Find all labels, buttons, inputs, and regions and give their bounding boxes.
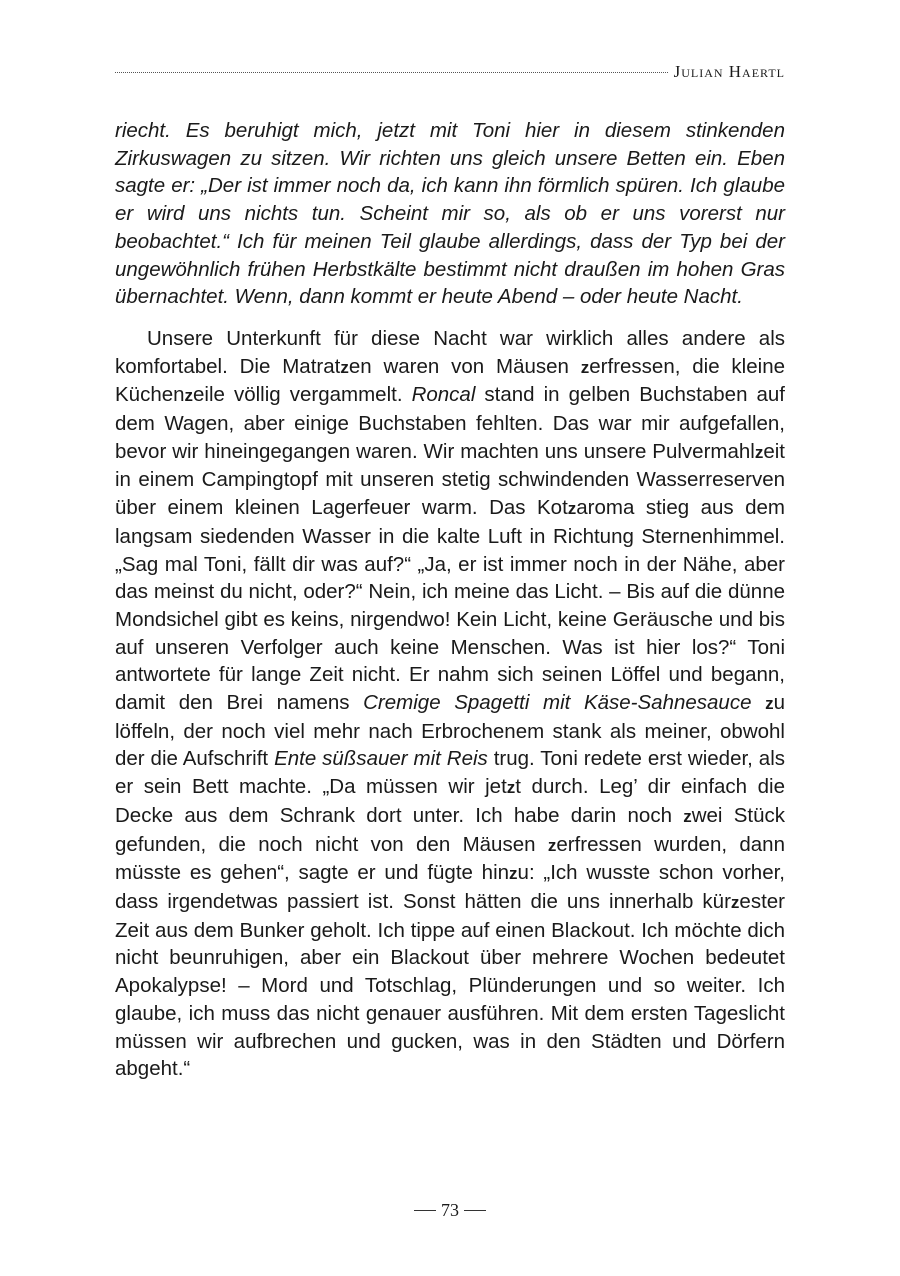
- page-number-dash-right: [464, 1210, 486, 1211]
- bold-z: z: [754, 442, 764, 462]
- italic-run: Cremige Spagetti mit Käse-Sahnesauce: [363, 691, 752, 715]
- body-text: [115, 117, 785, 1083]
- text-run: ester Zeit aus dem Bunker geholt. Ich tippe auf einen Blackout. Ich möchte dich nicht beunruhigen, aber ein Blackout über mehrere Wochen bedeutet Apokalypse! – Mord und Totschlag, Plünderungen und so weiter. Ich glaube, ich muss das nicht genauer ausführen. Mit dem ersten Tageslicht müssen wir aufbrechen und gucken, was in den Städten und Dörfern abgeht.“: [115, 889, 785, 1081]
- text-run: u löffeln, der noch viel mehr nach Erbrochenem stank als meiner, obwohl der die Aufschrift: [115, 691, 785, 771]
- text-run: eit in einem Campingtopf mit unseren stetig schwindenden Wasserreserven über einem kleinen Lagerfeuer warm. Das Kot: [115, 439, 785, 520]
- bold-z: z: [509, 864, 518, 884]
- page-number-dash-left: [414, 1210, 436, 1211]
- text-run: Unsere Unterkunft für diese Nacht war wirklich alles andere als komfortabel. Die Matrat: [115, 326, 785, 378]
- running-header: [115, 60, 785, 84]
- text-run: stand in gelben Buchstaben auf dem Wagen, aber einige Buchstaben fehlten. Das war mir aufgefallen, bevor wir hineingegangen waren. Wir machten uns unsere Pulvermahl: [115, 383, 785, 463]
- bold-z: z: [184, 386, 194, 406]
- bold-z: z: [580, 357, 590, 377]
- text-run: wei Stück gefunden, die noch nicht von den Mäusen: [115, 803, 785, 856]
- bold-z: z: [506, 778, 516, 798]
- paragraph-main: [115, 325, 785, 1083]
- bold-z: z: [547, 835, 557, 855]
- text-run: aroma stieg aus dem langsam siedenden Wasser in die kalte Luft in Richtung Sternenhimmel. „Sag mal Toni, fällt dir was auf?“ „Ja, er ist immer noch in der Nähe, aber das meinst du nicht, oder?“ Nein, ich meine das Licht. – Bis auf die dünne Mondsichel gibt es keins, nirgendwo! Kein Licht, keine Geräusche und bis auf unseren Verfolger auch keine Menschen. Was ist hier los?“ Toni antwortete für lange Zeit nicht. Er nahm sich seinen Löffel und begann, damit den Brei namens: [115, 496, 785, 715]
- text-run: trug. Toni redete erst wieder, als er sein Bett machte. „Da müssen wir jet: [115, 747, 785, 799]
- text-run: erfressen wurden, dann müsste es gehen“, sagte er und fügte hin: [115, 832, 785, 885]
- italic-run: Ente süßsauer mit Reis: [274, 747, 488, 771]
- header-author: Julian Haertl: [673, 62, 785, 81]
- bold-z: z: [765, 694, 774, 714]
- bold-z: z: [340, 357, 349, 377]
- text-run: u: „Ich wusste schon vorher, dass irgendetwas passiert ist. Sonst hätten die uns innerhalb kür: [115, 861, 785, 913]
- bold-z: z: [567, 499, 577, 519]
- page-footer: [0, 1200, 900, 1221]
- italic-run: Roncal: [411, 383, 476, 407]
- text-run: eile völlig vergammelt.: [193, 383, 412, 407]
- paragraph-italic: riecht. Es beruhigt mich, jetzt mit Toni hier in diesem stinkenden Zirkuswagen zu sitzen. Wir richten uns gleich unsere Betten ein. Eben sagte er: „Der ist immer noch da, ich kann ihn förmlich spüren. Ich glaube er wird uns nichts tun. Scheint mir so, als ob er uns vorerst nur beobachtet.“ Ich für meinen Teil glaube allerdings, dass der Typ bei der ungewöhnlich frühen Herbstkälte bestimmt nicht draußen im hohen Gras übernachtet. Wenn, dann kommt er heute Abend – oder heute Nacht.: [115, 119, 785, 309]
- text-run: erfressen, die kleine Küchen: [115, 354, 785, 407]
- text-run: t durch. Leg’ dir einfach die Decke aus dem Schrank dort unter. Ich habe darin noch: [115, 775, 786, 827]
- bold-z: z: [683, 806, 692, 826]
- text-run: en waren von Mäusen: [348, 354, 581, 378]
- text-run: [751, 691, 765, 714]
- bold-z: z: [730, 892, 740, 912]
- page-number: 73: [441, 1200, 459, 1220]
- header-dotted-rule: [115, 72, 668, 73]
